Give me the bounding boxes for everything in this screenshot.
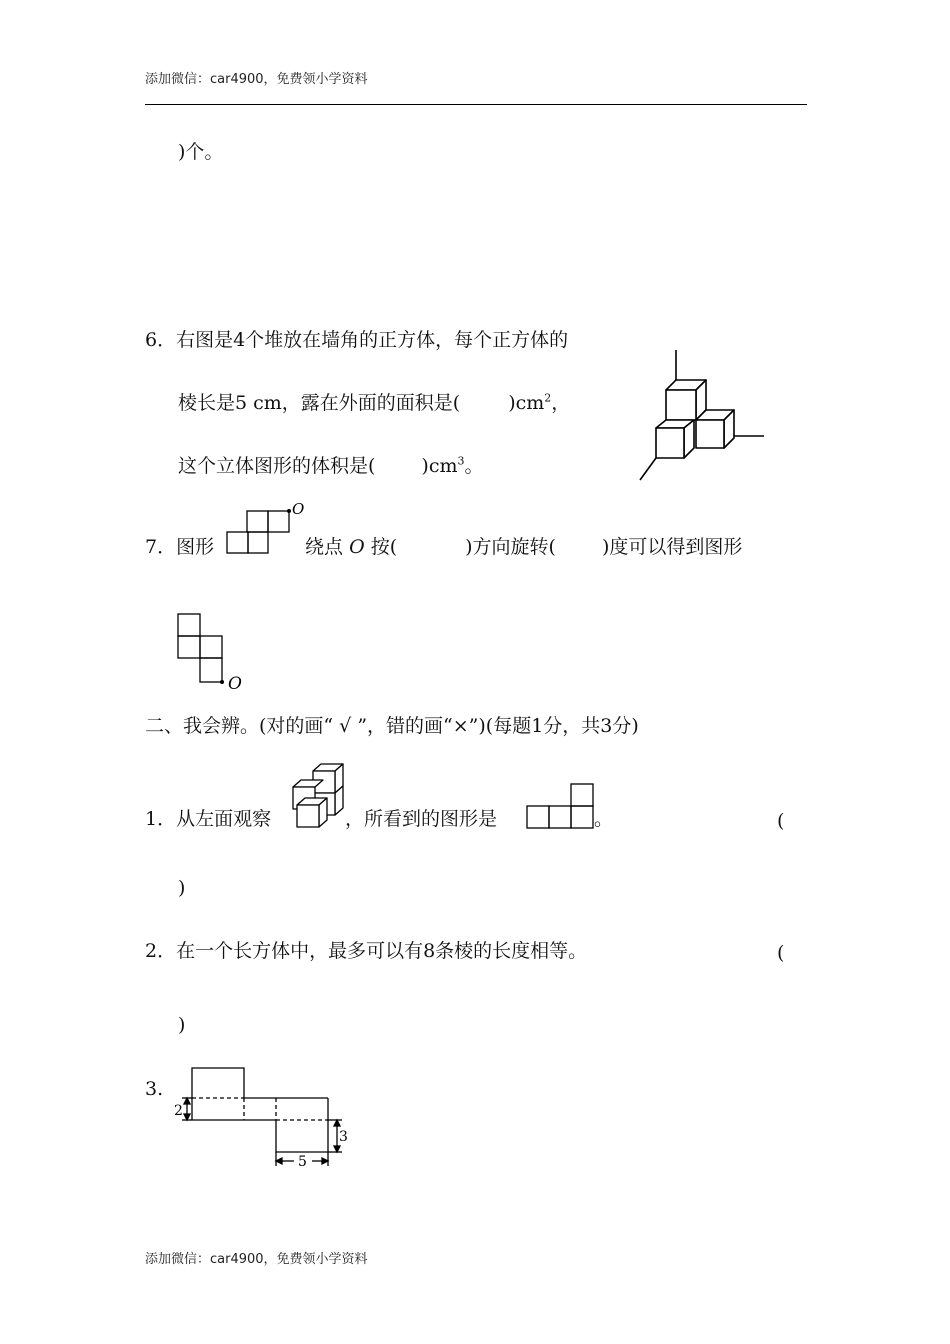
j1-cube-figure — [291, 761, 347, 831]
q6-line2-sup: 2 — [544, 391, 552, 405]
j3-net-figure — [166, 1066, 356, 1170]
q7-line-rest — [305, 535, 742, 559]
q6-cube-figure — [638, 350, 768, 482]
q7-number: 7． — [145, 536, 177, 558]
q6-line2-comma: ， — [551, 392, 571, 414]
q6-line3-sup: 3 — [457, 454, 465, 468]
j1-period: 。 — [594, 808, 614, 830]
page-header: 添加微信：car4900，免费领小学资料 — [145, 72, 368, 87]
j1-text-b: ，所看到的图形是 — [345, 808, 498, 830]
j2-number: 2． — [145, 940, 177, 962]
j1-answer-figure — [526, 783, 596, 831]
q6-number: 6． — [145, 329, 177, 351]
j1-line — [145, 807, 271, 831]
j2-paren-close[interactable]: ) — [178, 1014, 186, 1036]
q7-shape-after — [176, 612, 246, 692]
j3-number: 3. — [145, 1078, 164, 1100]
j1-number: 1． — [145, 808, 177, 830]
j3-dim-2: 2 — [174, 1103, 183, 1119]
j1-line-mid — [345, 807, 497, 831]
section2-title: 二、我会辨。(对的画“ √ ”，错的画“×”)(每题1分，共3分) — [145, 715, 639, 737]
header-rule — [145, 104, 807, 105]
q7-text-b: 绕点 — [305, 536, 344, 558]
j3-dim-5: 5 — [298, 1154, 307, 1170]
q7-shape-after-label: O — [228, 674, 242, 694]
q7-shape-before-label: O — [292, 500, 305, 518]
j2-text: 在一个长方体中，最多可以有8条棱的长度相等。 — [176, 940, 588, 962]
q7-text-d: )方向旋转( — [465, 536, 556, 558]
j2-line — [145, 939, 587, 963]
q6-line1-text: 右图是4个堆放在墙角的正方体，每个正方体的 — [176, 329, 569, 351]
j1-paren-close[interactable]: ) — [178, 877, 186, 899]
q6-line2-text-a: 棱长是5 cm，露在外面的面积是( — [178, 392, 461, 414]
q7-text-c: 按( — [370, 536, 398, 558]
q6-line3-unit: )cm — [421, 455, 458, 477]
j3-dim-3: 3 — [339, 1129, 348, 1145]
q7-shape-before — [226, 500, 308, 555]
q6-line2-unit: )cm — [508, 392, 545, 414]
j2-paren-open[interactable]: ( — [777, 942, 785, 964]
q6-line3-period: 。 — [464, 455, 484, 477]
q7-point-o: O — [349, 536, 365, 558]
q6-line3-text-a: 这个立体图形的体积是( — [178, 455, 376, 477]
q6-line1 — [145, 328, 568, 352]
q6-line3 — [178, 454, 484, 478]
q7-text-a: 图形 — [176, 536, 215, 558]
q7-text-e: )度可以得到图形 — [601, 536, 743, 558]
j1-paren-open[interactable]: ( — [777, 810, 785, 832]
q6-line2 — [178, 391, 570, 415]
j1-text-a: 从左面观察 — [176, 808, 272, 830]
page-footer: 添加微信：car4900，免费领小学资料 — [145, 1252, 368, 1267]
continuation-text: )个。 — [178, 141, 224, 163]
q7-line — [145, 535, 214, 559]
